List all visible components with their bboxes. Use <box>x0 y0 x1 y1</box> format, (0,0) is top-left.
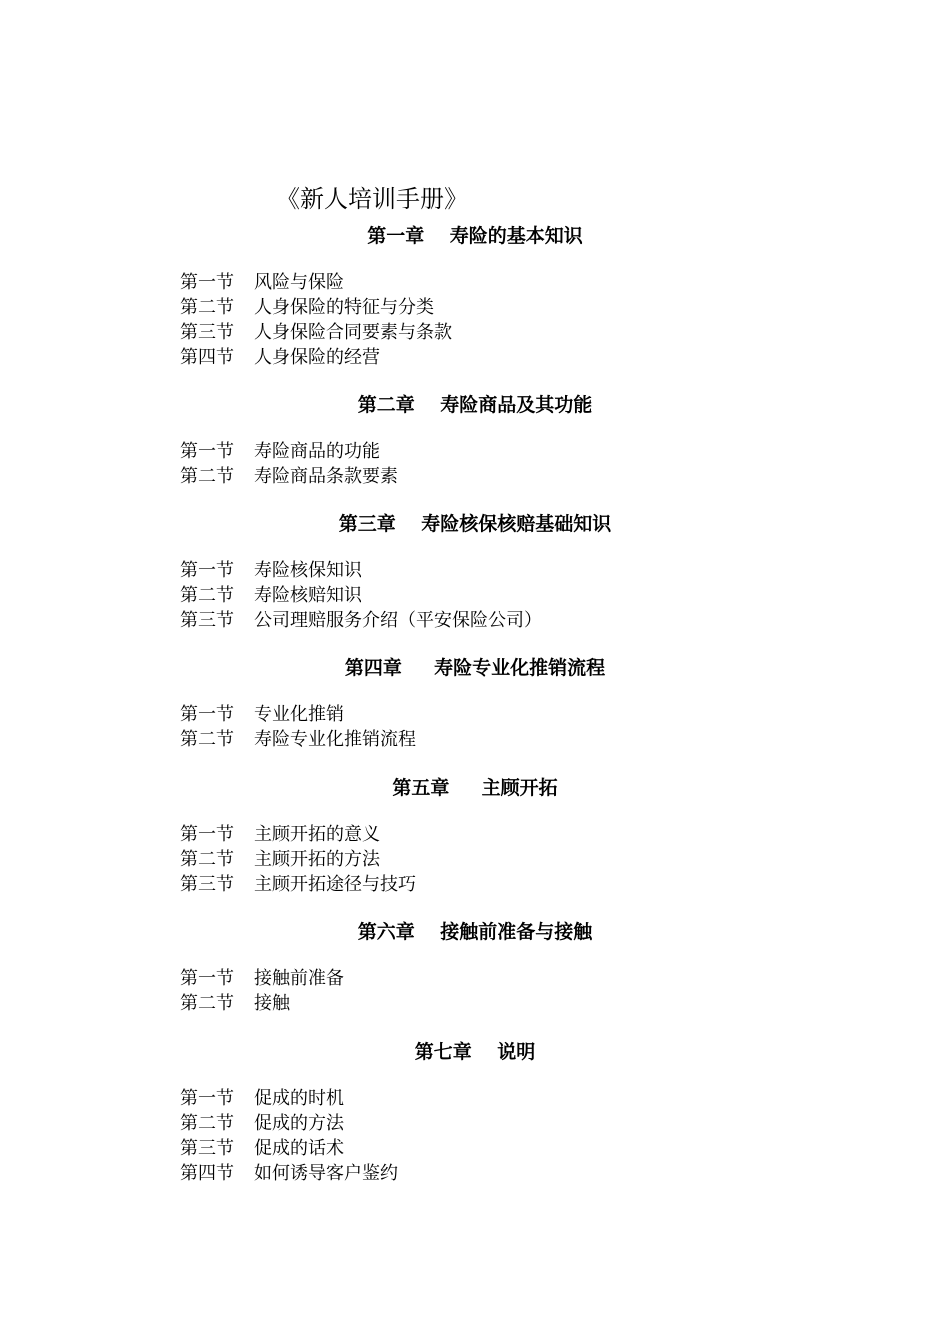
section-title: 寿险商品的功能 <box>254 441 380 462</box>
section-number: 第二节 <box>180 1113 234 1134</box>
section-item <box>180 872 416 897</box>
section-title: 主顾开拓的方法 <box>254 849 380 870</box>
section-item <box>180 345 452 370</box>
section-item <box>180 583 542 608</box>
section-title: 寿险核赔知识 <box>254 585 362 606</box>
section-number: 第二节 <box>180 849 234 870</box>
section-number: 第二节 <box>180 585 234 606</box>
section-item <box>180 464 398 489</box>
section-title: 人身保险的特征与分类 <box>254 297 434 318</box>
section-number: 第二节 <box>180 466 234 487</box>
section-number: 第二节 <box>180 729 234 750</box>
section-item <box>180 727 416 752</box>
section-title: 公司理赔服务介绍（平安保险公司） <box>254 610 542 631</box>
section-number: 第一节 <box>180 968 234 989</box>
section-item <box>180 991 344 1016</box>
section-list <box>180 822 416 897</box>
section-item <box>180 1136 398 1161</box>
section-title: 接触 <box>254 993 290 1014</box>
section-number: 第一节 <box>180 704 234 725</box>
section-number: 第三节 <box>180 322 234 343</box>
section-number: 第一节 <box>180 441 234 462</box>
chapter-heading: 第三章 寿险核保核赔基础知识 <box>338 513 612 535</box>
section-number: 第三节 <box>180 874 234 895</box>
chapter-heading: 第五章 主顾开拓 <box>392 777 558 799</box>
section-item <box>180 966 344 991</box>
section-item <box>180 295 452 320</box>
chapter-heading: 第一章 寿险的基本知识 <box>367 225 583 247</box>
section-title: 人身保险合同要素与条款 <box>254 322 452 343</box>
section-item <box>180 1111 398 1136</box>
section-item <box>180 847 416 872</box>
section-title: 主顾开拓的意义 <box>254 824 380 845</box>
chapter-heading: 第七章 说明 <box>414 1041 536 1063</box>
section-list <box>180 702 416 752</box>
section-title: 风险与保险 <box>254 272 344 293</box>
section-list <box>180 439 398 489</box>
section-item <box>180 822 416 847</box>
section-title: 促成的时机 <box>254 1088 344 1109</box>
section-number: 第四节 <box>180 347 234 368</box>
section-title: 寿险核保知识 <box>254 560 362 581</box>
section-list <box>180 558 542 633</box>
section-number: 第四节 <box>180 1163 234 1184</box>
section-item <box>180 1086 398 1111</box>
section-number: 第三节 <box>180 1138 234 1159</box>
section-item <box>180 1161 398 1186</box>
section-number: 第一节 <box>180 1088 234 1109</box>
section-title: 寿险专业化推销流程 <box>254 729 416 750</box>
section-number: 第一节 <box>180 560 234 581</box>
section-title: 如何诱导客户鉴约 <box>254 1163 398 1184</box>
document-title: 《新人培训手册》 <box>276 185 468 213</box>
section-item <box>180 702 416 727</box>
section-item <box>180 608 542 633</box>
section-item <box>180 439 398 464</box>
chapter-heading: 第二章 寿险商品及其功能 <box>357 394 593 416</box>
section-number: 第三节 <box>180 610 234 631</box>
section-title: 寿险商品条款要素 <box>254 466 398 487</box>
section-number: 第二节 <box>180 993 234 1014</box>
section-list <box>180 966 344 1016</box>
section-title: 人身保险的经营 <box>254 347 380 368</box>
section-list <box>180 270 452 370</box>
section-item <box>180 558 542 583</box>
section-title: 主顾开拓途径与技巧 <box>254 874 416 895</box>
section-number: 第二节 <box>180 297 234 318</box>
section-title: 促成的话术 <box>254 1138 344 1159</box>
section-title: 专业化推销 <box>254 704 344 725</box>
section-title: 促成的方法 <box>254 1113 344 1134</box>
section-number: 第一节 <box>180 272 234 293</box>
section-title: 接触前准备 <box>254 968 344 989</box>
section-number: 第一节 <box>180 824 234 845</box>
section-item <box>180 320 452 345</box>
chapter-heading: 第六章 接触前准备与接触 <box>357 921 593 943</box>
section-item <box>180 270 452 295</box>
section-list <box>180 1086 398 1186</box>
chapter-heading: 第四章 寿险专业化推销流程 <box>344 657 606 679</box>
